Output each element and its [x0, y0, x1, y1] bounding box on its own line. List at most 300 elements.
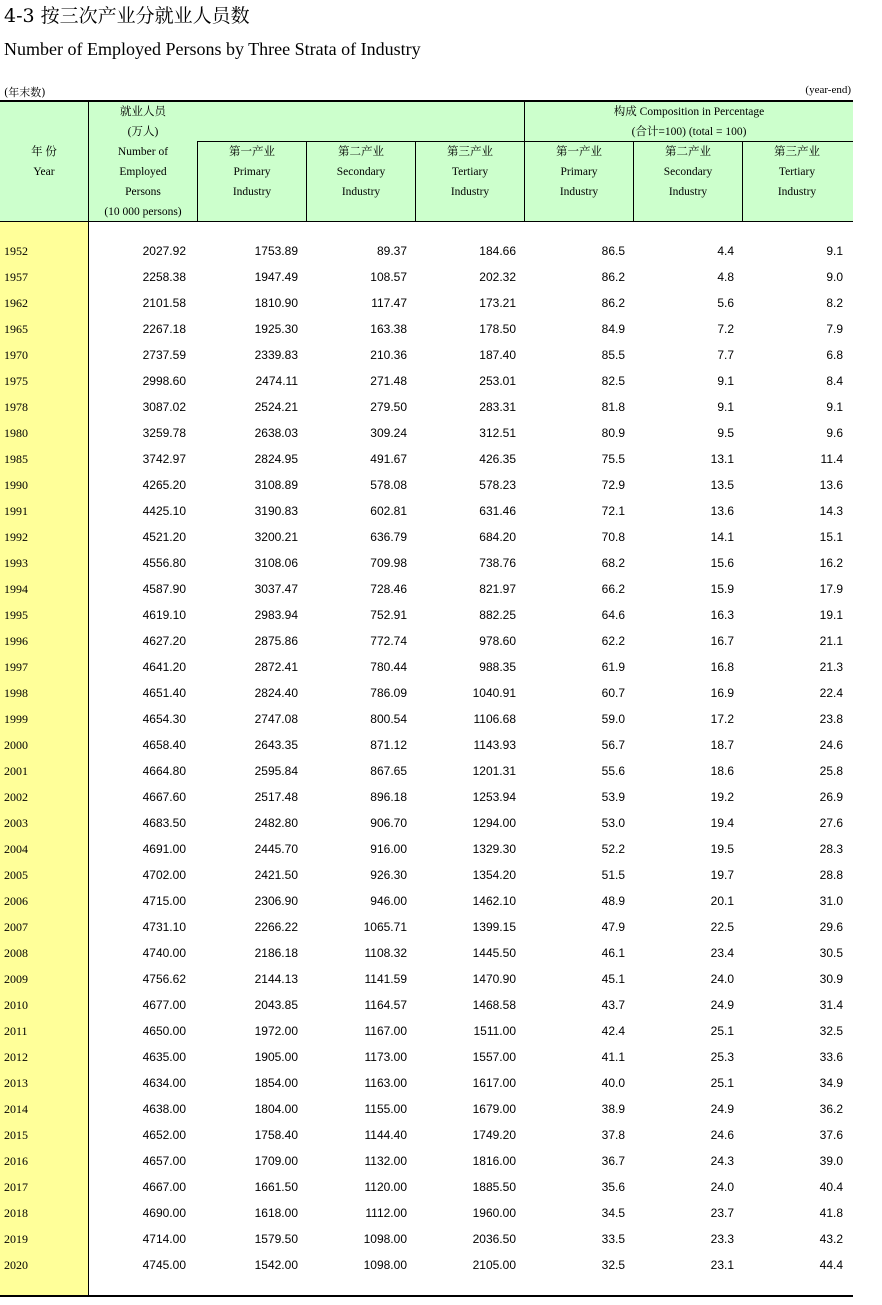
employed-cell: 4690.00	[142, 1206, 186, 1220]
primary-cell: 2306.90	[254, 894, 298, 908]
table-row	[0, 316, 853, 342]
year-cell: 1952	[4, 244, 28, 258]
employed-cell: 4641.20	[142, 660, 186, 674]
year-cell: 2010	[4, 998, 28, 1012]
primary-cell: 1579.50	[254, 1232, 298, 1246]
year-cell: 1990	[4, 478, 28, 492]
secondary-cell: 1120.00	[364, 1180, 407, 1194]
secondary-share-cell: 15.9	[710, 582, 734, 596]
primary-cell: 2747.08	[254, 712, 298, 726]
secondary-cell: 800.54	[370, 712, 407, 726]
primary-cell: 1542.00	[254, 1258, 298, 1272]
tertiary-cell: 1354.20	[472, 868, 516, 882]
primary-cell: 1905.00	[254, 1050, 298, 1064]
tertiary-share-cell: 19.1	[819, 608, 843, 622]
tertiary-cell: 178.50	[479, 322, 516, 336]
tertiary-cell: 173.21	[479, 296, 516, 310]
table-row	[0, 732, 853, 758]
tertiary-cell: 1294.00	[472, 816, 516, 830]
tertiary-share-cell: 11.4	[820, 452, 843, 466]
year-cell: 2014	[4, 1102, 28, 1116]
year-cell: 2006	[4, 894, 28, 908]
tertiary-cell: 426.35	[479, 452, 516, 466]
primary-share-cell: 47.9	[601, 920, 625, 934]
tertiary-share-cell: 39.0	[819, 1154, 843, 1168]
primary-share-cell: 42.4	[601, 1024, 625, 1038]
employed-cell: 4691.00	[142, 842, 186, 856]
tertiary-share-cell: 9.0	[826, 270, 843, 284]
secondary-cell: 780.44	[370, 660, 407, 674]
primary-cell: 2595.84	[254, 764, 298, 778]
employed-cell: 4634.00	[142, 1076, 186, 1090]
tertiary-share-cell: 16.2	[819, 556, 843, 570]
tertiary-cell: 978.60	[479, 634, 516, 648]
secondary-share-cell: 16.9	[710, 686, 734, 700]
secondary-share-cell: 24.3	[710, 1154, 734, 1168]
year-cell: 1957	[4, 270, 28, 284]
table-row	[0, 1174, 853, 1200]
primary-cell: 1947.49	[254, 270, 298, 284]
primary-share-cell: 43.7	[601, 998, 625, 1012]
table-row	[0, 238, 853, 264]
secondary-share-cell: 22.5	[710, 920, 734, 934]
employed-cell: 2101.58	[142, 296, 186, 310]
year-cell: 2011	[4, 1024, 28, 1038]
secondary-share-cell: 13.1	[710, 452, 734, 466]
year-cell: 1994	[4, 582, 28, 596]
primary-share-cell: 84.9	[601, 322, 625, 336]
year-cell: 2002	[4, 790, 28, 804]
table-row	[0, 576, 853, 602]
year-cell: 1996	[4, 634, 28, 648]
table-row	[0, 290, 853, 316]
secondary-share-cell: 20.1	[710, 894, 734, 908]
year-cell: 2019	[4, 1232, 28, 1246]
year-cell: 2020	[4, 1258, 28, 1272]
header-composition-tertiary: 第三产业 Tertiary Industry	[774, 146, 820, 198]
tertiary-share-cell: 43.2	[819, 1232, 843, 1246]
unit-note-english: (year-end)	[805, 84, 851, 96]
employed-cell: 4635.00	[142, 1050, 186, 1064]
table-row	[0, 706, 853, 732]
tertiary-share-cell: 26.9	[819, 790, 843, 804]
table-row	[0, 498, 853, 524]
primary-cell: 1758.40	[254, 1128, 298, 1142]
primary-share-cell: 37.8	[601, 1128, 625, 1142]
tertiary-share-cell: 40.4	[819, 1180, 843, 1194]
primary-share-cell: 41.1	[601, 1050, 625, 1064]
table-row	[0, 264, 853, 290]
employed-cell: 4265.20	[142, 478, 186, 492]
header-employed: 就业人员 (万人) Number of Employed Persons (10 000 persons)	[104, 106, 182, 218]
secondary-cell: 946.00	[370, 894, 407, 908]
year-cell: 1978	[4, 400, 28, 414]
secondary-cell: 578.08	[370, 478, 407, 492]
year-cell: 1995	[4, 608, 28, 622]
tertiary-cell: 1445.50	[472, 946, 516, 960]
tertiary-cell: 184.66	[479, 244, 516, 258]
tertiary-share-cell: 13.6	[819, 478, 843, 492]
table-row	[0, 810, 853, 836]
primary-share-cell: 86.2	[601, 296, 625, 310]
year-cell: 1993	[4, 556, 28, 570]
tertiary-cell: 988.35	[479, 660, 516, 674]
table-row	[0, 1044, 853, 1070]
primary-cell: 2824.40	[254, 686, 298, 700]
primary-share-cell: 33.5	[601, 1232, 625, 1246]
year-cell: 2004	[4, 842, 28, 856]
employed-cell: 2027.92	[142, 244, 186, 258]
tertiary-cell: 312.51	[479, 426, 516, 440]
primary-cell: 2872.41	[254, 660, 298, 674]
year-cell: 1975	[4, 374, 28, 388]
year-cell: 2007	[4, 920, 28, 934]
table-row	[0, 368, 853, 394]
tertiary-share-cell: 9.1	[826, 400, 843, 414]
table-row	[0, 654, 853, 680]
table-row	[0, 680, 853, 706]
table-row	[0, 342, 853, 368]
tertiary-share-cell: 23.8	[819, 712, 843, 726]
primary-cell: 2445.70	[254, 842, 298, 856]
year-cell: 2016	[4, 1154, 28, 1168]
table-row	[0, 524, 853, 550]
table-row	[0, 914, 853, 940]
secondary-share-cell: 14.1	[710, 530, 734, 544]
header-year: 年 份 Year	[31, 146, 57, 178]
employed-cell: 4740.00	[142, 946, 186, 960]
secondary-cell: 1098.00	[363, 1232, 407, 1246]
year-cell: 2018	[4, 1206, 28, 1220]
primary-share-cell: 52.2	[601, 842, 625, 856]
primary-cell: 2266.22	[254, 920, 298, 934]
employed-cell: 4654.30	[142, 712, 186, 726]
secondary-cell: 309.24	[370, 426, 407, 440]
secondary-cell: 786.09	[370, 686, 407, 700]
header-composition-secondary: 第二产业 Secondary Industry	[663, 146, 713, 198]
primary-share-cell: 53.0	[601, 816, 625, 830]
primary-cell: 1972.00	[254, 1024, 298, 1038]
secondary-share-cell: 16.8	[710, 660, 734, 674]
secondary-share-cell: 15.6	[710, 556, 734, 570]
tertiary-share-cell: 29.6	[819, 920, 843, 934]
table-row	[0, 602, 853, 628]
tertiary-share-cell: 9.6	[826, 426, 843, 440]
secondary-share-cell: 7.2	[717, 322, 734, 336]
primary-share-cell: 56.7	[601, 738, 625, 752]
secondary-cell: 709.98	[370, 556, 407, 570]
secondary-cell: 1065.71	[363, 920, 407, 934]
secondary-share-cell: 19.7	[710, 868, 734, 882]
secondary-cell: 1132.00	[364, 1154, 407, 1168]
year-cell: 2012	[4, 1050, 28, 1064]
table-row	[0, 1200, 853, 1226]
tertiary-cell: 1470.90	[472, 972, 516, 986]
primary-cell: 2638.03	[254, 426, 298, 440]
tertiary-cell: 1329.30	[472, 842, 516, 856]
tertiary-cell: 253.01	[479, 374, 516, 388]
employed-cell: 4627.20	[142, 634, 186, 648]
table-row	[0, 966, 853, 992]
table-row	[0, 1226, 853, 1252]
table-row	[0, 1070, 853, 1096]
secondary-cell: 636.79	[370, 530, 407, 544]
year-cell: 1997	[4, 660, 28, 674]
table-row	[0, 550, 853, 576]
year-cell: 2001	[4, 764, 28, 778]
secondary-share-cell: 19.4	[710, 816, 734, 830]
year-cell: 2015	[4, 1128, 28, 1142]
tertiary-share-cell: 30.5	[819, 946, 843, 960]
tertiary-cell: 283.31	[479, 400, 516, 414]
tertiary-share-cell: 21.1	[819, 634, 843, 648]
secondary-share-cell: 4.4	[717, 244, 734, 258]
tertiary-share-cell: 8.4	[826, 374, 843, 388]
tertiary-cell: 1253.94	[472, 790, 516, 804]
secondary-share-cell: 7.7	[717, 348, 734, 362]
tertiary-share-cell: 25.8	[819, 764, 843, 778]
tertiary-cell: 821.97	[479, 582, 516, 596]
tertiary-share-cell: 22.4	[819, 686, 843, 700]
table-row	[0, 1096, 853, 1122]
secondary-share-cell: 9.5	[717, 426, 734, 440]
header-primary: 第一产业 Primary Industry	[229, 146, 275, 198]
primary-share-cell: 64.6	[601, 608, 625, 622]
primary-cell: 3200.21	[254, 530, 298, 544]
tertiary-cell: 1511.00	[473, 1024, 516, 1038]
primary-share-cell: 40.0	[601, 1076, 625, 1090]
primary-share-cell: 53.9	[601, 790, 625, 804]
secondary-cell: 1163.00	[364, 1076, 407, 1090]
primary-cell: 2875.86	[254, 634, 298, 648]
tertiary-cell: 738.76	[479, 556, 516, 570]
employed-cell: 4657.00	[142, 1154, 186, 1168]
unit-note-chinese: (年末数)	[4, 86, 46, 99]
employed-cell: 4667.00	[142, 1180, 186, 1194]
tertiary-cell: 1749.20	[472, 1128, 516, 1142]
secondary-share-cell: 24.9	[710, 998, 734, 1012]
header-tertiary: 第三产业 Tertiary Industry	[447, 146, 493, 198]
tertiary-cell: 1468.58	[472, 998, 516, 1012]
primary-cell: 1618.00	[254, 1206, 298, 1220]
primary-cell: 1810.90	[254, 296, 298, 310]
page-title-english: Number of Employed Persons by Three Strata of Industry	[4, 39, 421, 59]
tertiary-share-cell: 32.5	[819, 1024, 843, 1038]
tertiary-share-cell: 27.6	[819, 816, 843, 830]
tertiary-cell: 1557.00	[472, 1050, 516, 1064]
table-row	[0, 472, 853, 498]
primary-cell: 3108.89	[254, 478, 298, 492]
table-row	[0, 836, 853, 862]
tertiary-cell: 1816.00	[472, 1154, 516, 1168]
table-row	[0, 1018, 853, 1044]
employed-cell: 4667.60	[142, 790, 186, 804]
primary-share-cell: 60.7	[601, 686, 625, 700]
year-cell: 1962	[4, 296, 28, 310]
tertiary-cell: 684.20	[479, 530, 516, 544]
employed-cell: 4638.00	[142, 1102, 186, 1116]
secondary-share-cell: 9.1	[717, 374, 734, 388]
secondary-cell: 867.65	[370, 764, 407, 778]
primary-cell: 2043.85	[254, 998, 298, 1012]
secondary-cell: 271.48	[370, 374, 407, 388]
secondary-cell: 728.46	[370, 582, 407, 596]
tertiary-cell: 578.23	[479, 478, 516, 492]
year-cell: 2000	[4, 738, 28, 752]
secondary-share-cell: 23.1	[710, 1258, 734, 1272]
secondary-cell: 752.91	[370, 608, 407, 622]
secondary-cell: 210.36	[370, 348, 407, 362]
year-cell: 1965	[4, 322, 28, 336]
tertiary-cell: 631.46	[479, 504, 516, 518]
tertiary-share-cell: 44.4	[819, 1258, 843, 1272]
table-row	[0, 1148, 853, 1174]
secondary-cell: 1112.00	[365, 1206, 407, 1220]
year-cell: 1980	[4, 426, 28, 440]
primary-cell: 2517.48	[254, 790, 298, 804]
tertiary-cell: 1143.93	[473, 738, 516, 752]
primary-cell: 1709.00	[254, 1154, 298, 1168]
tertiary-share-cell: 15.1	[819, 530, 843, 544]
employed-cell: 2998.60	[142, 374, 186, 388]
tertiary-share-cell: 8.2	[826, 296, 843, 310]
table-row	[0, 394, 853, 420]
year-cell: 2005	[4, 868, 28, 882]
secondary-share-cell: 18.7	[710, 738, 734, 752]
secondary-share-cell: 23.3	[710, 1232, 734, 1246]
table-row	[0, 758, 853, 784]
table-row	[0, 940, 853, 966]
secondary-cell: 1173.00	[364, 1050, 407, 1064]
year-cell: 1992	[4, 530, 28, 544]
primary-cell: 2524.21	[254, 400, 298, 414]
primary-share-cell: 85.5	[601, 348, 625, 362]
secondary-share-cell: 13.5	[710, 478, 734, 492]
employed-cell: 4745.00	[142, 1258, 186, 1272]
table-row	[0, 420, 853, 446]
employed-cell: 4715.00	[142, 894, 186, 908]
year-cell: 1970	[4, 348, 28, 362]
primary-cell: 1854.00	[254, 1076, 298, 1090]
secondary-share-cell: 18.6	[710, 764, 734, 778]
secondary-cell: 89.37	[376, 244, 407, 258]
tertiary-share-cell: 14.3	[819, 504, 843, 518]
table-row	[0, 862, 853, 888]
secondary-share-cell: 4.8	[717, 270, 734, 284]
tertiary-share-cell: 30.9	[819, 972, 843, 986]
secondary-share-cell: 16.3	[710, 608, 734, 622]
secondary-share-cell: 24.6	[710, 1128, 734, 1142]
primary-cell: 2824.95	[254, 452, 298, 466]
primary-share-cell: 46.1	[601, 946, 625, 960]
employed-cell: 3087.02	[142, 400, 186, 414]
secondary-share-cell: 19.5	[710, 842, 734, 856]
primary-share-cell: 86.2	[601, 270, 625, 284]
tertiary-share-cell: 17.9	[819, 582, 843, 596]
secondary-share-cell: 16.7	[710, 634, 734, 648]
primary-cell: 1804.00	[254, 1102, 298, 1116]
primary-cell: 2339.83	[254, 348, 298, 362]
employed-cell: 3742.97	[142, 452, 186, 466]
primary-share-cell: 86.5	[601, 244, 625, 258]
tertiary-share-cell: 41.8	[819, 1206, 843, 1220]
primary-share-cell: 59.0	[601, 712, 625, 726]
primary-cell: 1753.89	[254, 244, 298, 258]
secondary-cell: 1108.32	[364, 946, 407, 960]
tertiary-share-cell: 33.6	[819, 1050, 843, 1064]
primary-share-cell: 62.2	[601, 634, 625, 648]
year-cell: 2013	[4, 1076, 28, 1090]
secondary-cell: 117.47	[371, 296, 407, 310]
secondary-share-cell: 25.3	[710, 1050, 734, 1064]
secondary-cell: 1144.40	[364, 1128, 407, 1142]
tertiary-cell: 1462.10	[472, 894, 516, 908]
employed-cell: 4425.10	[142, 504, 186, 518]
primary-share-cell: 80.9	[601, 426, 625, 440]
secondary-share-cell: 25.1	[710, 1076, 734, 1090]
tertiary-share-cell: 31.4	[819, 998, 843, 1012]
primary-share-cell: 48.9	[601, 894, 625, 908]
tertiary-cell: 1885.50	[472, 1180, 516, 1194]
year-cell: 1998	[4, 686, 28, 700]
secondary-cell: 896.18	[370, 790, 407, 804]
primary-share-cell: 72.9	[601, 478, 625, 492]
employed-cell: 2258.38	[142, 270, 186, 284]
primary-share-cell: 32.5	[601, 1258, 625, 1272]
secondary-cell: 163.38	[370, 322, 407, 336]
primary-share-cell: 61.9	[601, 660, 625, 674]
tertiary-cell: 1399.15	[472, 920, 516, 934]
employed-cell: 4714.00	[142, 1232, 186, 1246]
primary-cell: 2421.50	[254, 868, 298, 882]
primary-cell: 2144.13	[254, 972, 298, 986]
secondary-share-cell: 24.9	[710, 1102, 734, 1116]
tertiary-cell: 202.32	[479, 270, 516, 284]
tertiary-share-cell: 24.6	[819, 738, 843, 752]
tertiary-cell: 1960.00	[472, 1206, 516, 1220]
secondary-share-cell: 25.1	[710, 1024, 734, 1038]
secondary-cell: 906.70	[370, 816, 407, 830]
secondary-share-cell: 24.0	[710, 1180, 734, 1194]
secondary-cell: 1164.57	[364, 998, 407, 1012]
secondary-cell: 1141.59	[364, 972, 407, 986]
tertiary-share-cell: 37.6	[819, 1128, 843, 1142]
tertiary-cell: 1679.00	[472, 1102, 516, 1116]
header-secondary: 第二产业 Secondary Industry	[336, 146, 386, 198]
secondary-share-cell: 13.6	[710, 504, 734, 518]
primary-cell: 2983.94	[254, 608, 298, 622]
employed-cell: 4650.00	[142, 1024, 186, 1038]
secondary-share-cell: 5.6	[717, 296, 734, 310]
tertiary-cell: 187.40	[479, 348, 516, 362]
secondary-cell: 1155.00	[364, 1102, 407, 1116]
secondary-share-cell: 9.1	[717, 400, 734, 414]
tertiary-share-cell: 28.3	[819, 842, 843, 856]
page-title-chinese: 4-3 按三次产业分就业人员数	[4, 5, 250, 27]
secondary-cell: 279.50	[370, 400, 407, 414]
employed-cell: 4702.00	[142, 868, 186, 882]
header-composition: 构成 Composition in Percentage (合计=100) (total = 100)	[613, 106, 765, 138]
primary-cell: 3037.47	[254, 582, 298, 596]
secondary-cell: 772.74	[370, 634, 407, 648]
employed-cell: 4731.10	[142, 920, 186, 934]
table-row	[0, 888, 853, 914]
primary-share-cell: 75.5	[601, 452, 625, 466]
employed-cell: 4619.10	[142, 608, 186, 622]
primary-share-cell: 55.6	[601, 764, 625, 778]
employed-cell: 4658.40	[142, 738, 186, 752]
primary-share-cell: 34.5	[601, 1206, 625, 1220]
